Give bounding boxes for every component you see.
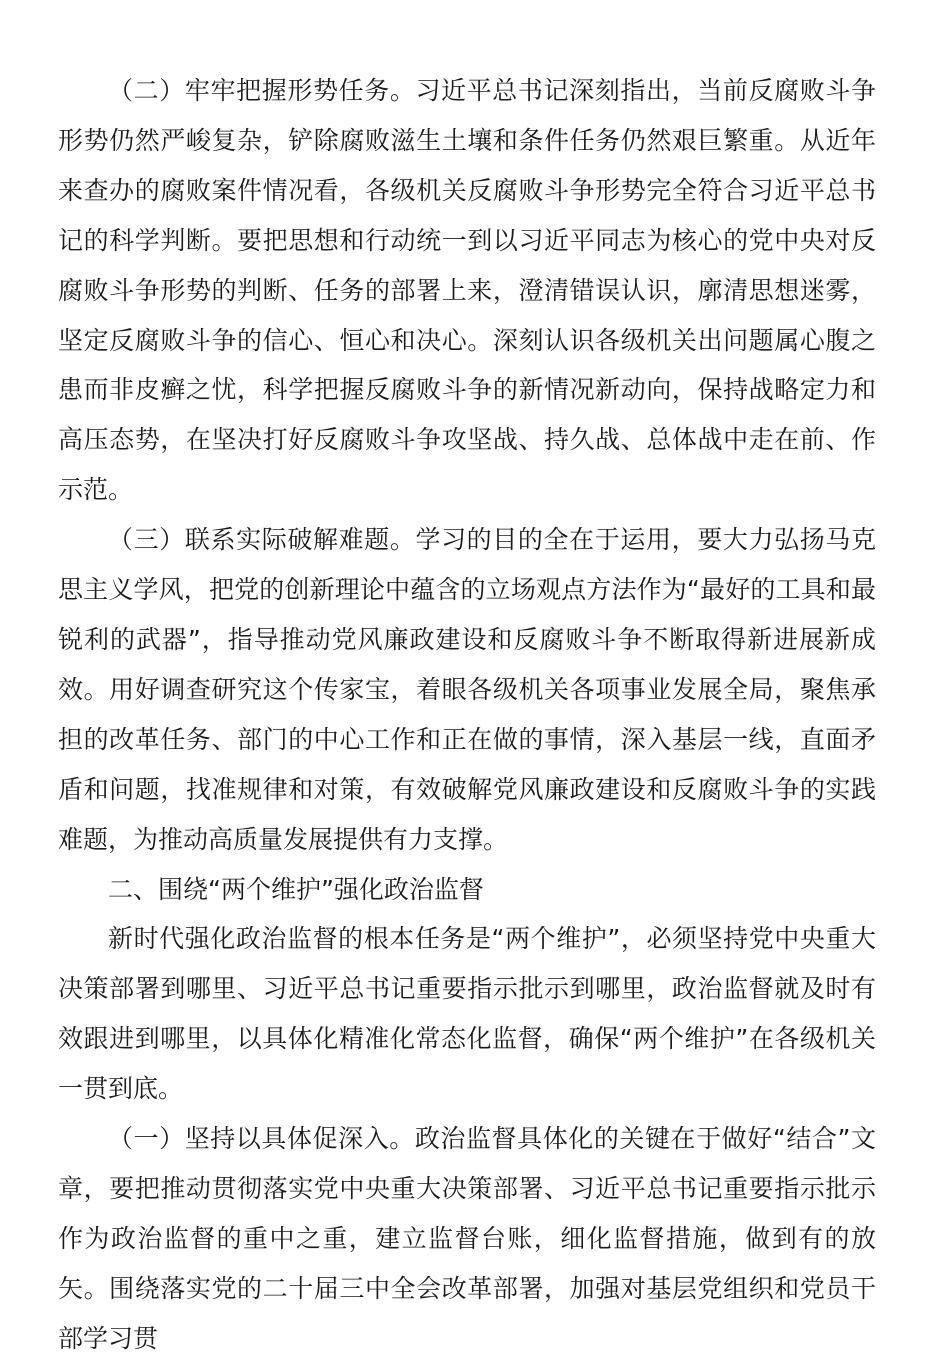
paragraph-situation-task: （二）牢牢把握形势任务。习近平总书记深刻指出，当前反腐败斗争形势仍然严峻复杂，铲除腐败滋生土壤和条件任务仍然艰巨繁重。从近年来查办的腐败案件情况看，各级机关反腐败斗争形势完全符合习近平总书记的科学判断。要把思想和行动统一到以习近平同志为核心的党中央对反腐败斗争形势的判断、任务的部署上来，澄清错误认识，廓清思想迷雾，坚定反腐败斗争的信心、恒心和决心。深刻认识各级机关出问题属心腹之患而非皮癣之忧，科学把握反腐败斗争的新情况新动向，保持战略定力和高压态势，在坚决打好反腐败斗争攻坚战、持久战、总体战中走在前、作示范。 — [58, 76, 876, 505]
paragraph-concrete-deepen: （一）坚持以具体促深入。政治监督具体化的关键在于做好“结合”文章，要把推动贯彻落实党中央重大决策部署、习近平总书记重要指示批示作为政治监督的重中之重，建立监督台账，细化监督措施，做到有的放矢。围绕落实党的二十届三中全会改革部署，加强对基层党组织和党员干部学习贯 — [58, 1124, 876, 1353]
document-page — [58, 66, 876, 1364]
paragraph-solve-problems: （三）联系实际破解难题。学习的目的全在于运用，要大力弘扬马克思主义学风，把党的创新理论中蕴含的立场观点方法作为“最好的工具和最锐利的武器”，指导推动党风廉政建设和反腐败斗争不断取得新进展新成效。用好调查研究这个传家宝，着眼各级机关各项事业发展全局，聚焦承担的改革任务、部门的中心工作和正在做的事情，深入基层一线，直面矛盾和问题，找准规律和对策，有效破解党风廉政建设和反腐败斗争的实践难题，为推动高质量发展提供有力支撑。 — [58, 525, 876, 854]
section-heading-political-supervision: 二、围绕“两个维护”强化政治监督 — [108, 874, 484, 904]
paragraph-supervision-task: 新时代强化政治监督的根本任务是“两个维护”，必须坚持党中央重大决策部署到哪里、习近平总书记重要指示批示到哪里，政治监督就及时有效跟进到哪里，以具体化精准化常态化监督，确保“两个维护”在各级机关一贯到底。 — [58, 924, 876, 1104]
